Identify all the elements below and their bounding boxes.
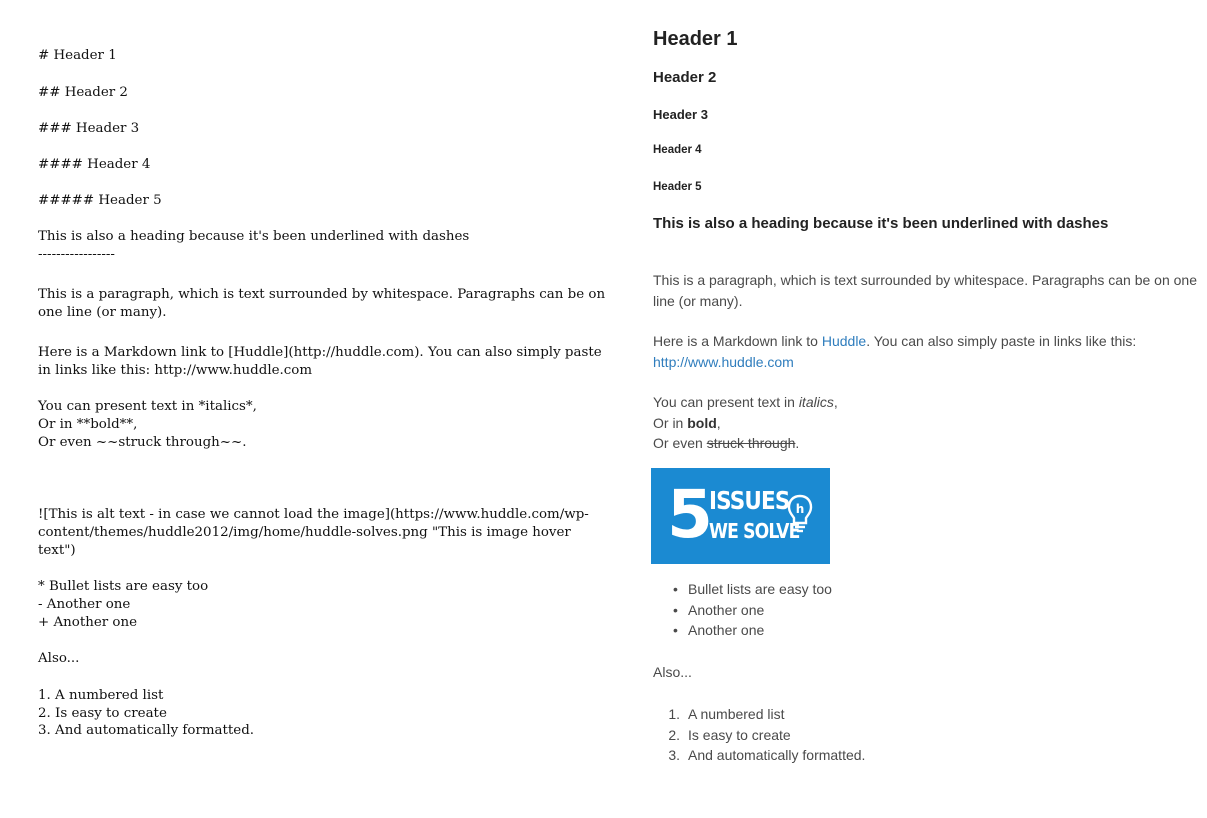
heading-5: Header 5 xyxy=(653,181,702,193)
bold-prefix: Or in xyxy=(653,414,688,431)
image-line-1: ISSUES xyxy=(709,486,790,515)
heading-4: Header 4 xyxy=(653,144,702,156)
svg-text:h: h xyxy=(795,502,805,516)
italics-prefix: You can present text in xyxy=(653,394,799,410)
source-line: Also... xyxy=(38,651,80,666)
italics-text: italics xyxy=(798,394,834,410)
source-line: ## Header 2 xyxy=(38,85,128,100)
source-line: content/themes/huddle2012/img/home/huddle-solves.png "This is image hover xyxy=(38,525,571,540)
source-line: 2. Is easy to create xyxy=(38,706,167,721)
image-line-2: WE SOLVE xyxy=(709,519,800,543)
heading-2: Header 2 xyxy=(653,69,717,86)
bullet-marker: • xyxy=(673,581,678,597)
source-line: in links like this: http://www.huddle.com xyxy=(38,363,313,378)
list-item-text: Bullet lists are easy too xyxy=(688,581,832,597)
link-paragraph xyxy=(653,331,1153,372)
list-item xyxy=(653,725,865,746)
source-line: This is also a heading because it's been underlined with dashes xyxy=(38,229,470,244)
source-line: + Another one xyxy=(38,615,138,630)
numbered-list xyxy=(653,704,865,766)
list-item xyxy=(653,620,832,641)
list-item-text: Another one xyxy=(688,622,765,638)
source-line: ![This is alt text - in case we cannot load the image](https://www.huddle.com/wp- xyxy=(38,507,589,522)
bold-text: bold xyxy=(687,414,717,431)
source-line: This is a paragraph, which is text surrounded by whitespace. Paragraphs can be on xyxy=(38,287,606,302)
image-number: 5 xyxy=(667,476,711,553)
list-item-text: A numbered list xyxy=(688,706,785,722)
source-line: ### Header 3 xyxy=(38,121,140,136)
number-marker: 1. xyxy=(668,706,680,722)
list-item-text: And automatically formatted. xyxy=(688,747,866,763)
source-line: #### Header 4 xyxy=(38,157,151,172)
italics-suffix: , xyxy=(833,394,838,410)
bold-suffix: , xyxy=(716,414,721,431)
source-line: one line (or many). xyxy=(38,305,167,320)
huddle-link[interactable]: Huddle xyxy=(821,333,867,349)
huddle-auto-link[interactable]: http://www.huddle.com xyxy=(653,353,794,370)
source-line: Or in **bold**, xyxy=(38,417,138,432)
also-text: Also... xyxy=(653,664,692,680)
bullet-marker: • xyxy=(673,601,678,618)
source-line: # Header 1 xyxy=(38,48,117,63)
list-item xyxy=(653,745,865,766)
list-item xyxy=(653,600,832,621)
strikethrough-text: struck through xyxy=(706,435,796,451)
heading-3: Header 3 xyxy=(653,107,708,122)
strike-suffix: . xyxy=(795,435,800,451)
paragraph: This is a paragraph, which is text surrounded by whitespace. Paragraphs can be on one line (or many). xyxy=(653,272,1197,309)
source-line: * Bullet lists are easy too xyxy=(38,579,209,594)
link-prefix: Here is a Markdown link to xyxy=(653,333,822,349)
source-line: Here is a Markdown link to [Huddle](http://huddle.com). You can also simply paste xyxy=(38,345,602,360)
source-line: ----------------- xyxy=(38,247,115,262)
list-item xyxy=(653,579,832,600)
number-marker: 2. xyxy=(668,726,680,743)
link-suffix: . You can also simply paste in links like this: xyxy=(866,333,1137,349)
bullet-list xyxy=(653,579,832,641)
strike-prefix: Or even xyxy=(653,435,707,451)
number-marker: 3. xyxy=(668,747,680,763)
formatting-paragraph xyxy=(653,392,1153,454)
heading-dashes: This is also a heading because it's been underlined with dashes xyxy=(653,215,1109,232)
source-line: Or even ~~struck through~~. xyxy=(38,435,247,450)
list-item-text: Another one xyxy=(688,601,765,618)
source-line: 1. A numbered list xyxy=(38,688,164,703)
source-line: - Another one xyxy=(38,597,131,612)
list-item-text: Is easy to create xyxy=(688,726,791,743)
huddle-solves-image xyxy=(651,468,830,564)
source-line: text") xyxy=(38,543,76,558)
source-line: 3. And automatically formatted. xyxy=(38,723,255,738)
source-line: ##### Header 5 xyxy=(38,193,162,208)
list-item xyxy=(653,704,865,725)
lightbulb-h-icon xyxy=(786,493,814,535)
source-line: You can present text in *italics*, xyxy=(38,399,257,414)
bullet-marker: • xyxy=(673,622,678,638)
heading-1: Header 1 xyxy=(653,28,738,50)
